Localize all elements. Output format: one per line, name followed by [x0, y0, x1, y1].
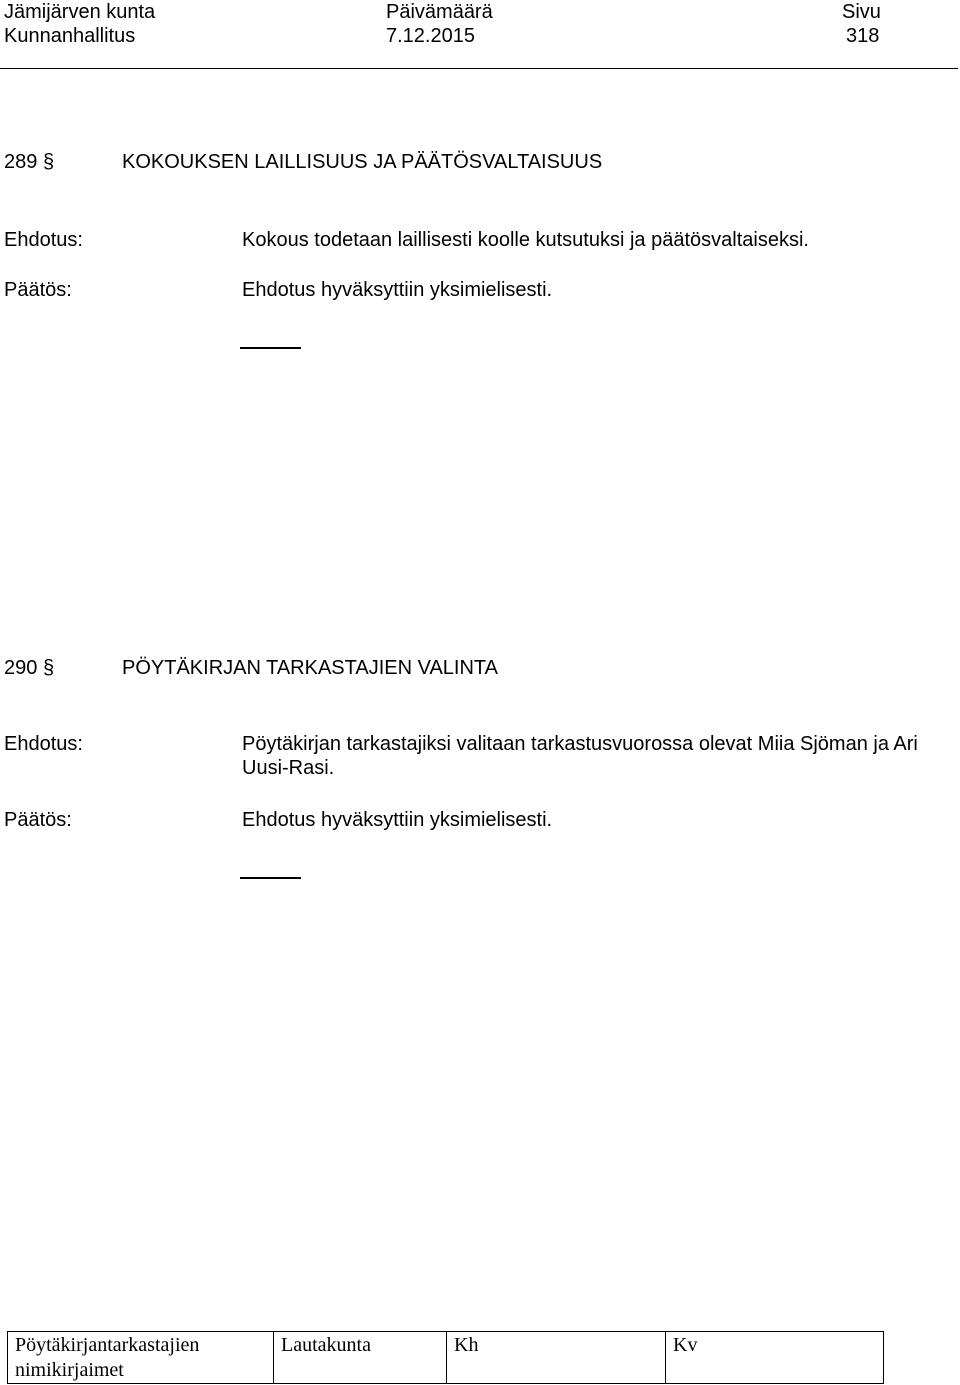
decision-text: Ehdotus hyväksyttiin yksimielisesti. — [242, 279, 553, 301]
decision-label: Päätös: — [4, 809, 72, 831]
header-divider — [0, 68, 958, 69]
decision-label: Päätös: — [4, 279, 72, 301]
proposal-label: Ehdotus: — [4, 229, 83, 251]
signatures-label: Pöytäkirjantarkastajien nimikirjaimet — [15, 1334, 200, 1381]
meeting-date: 7.12.2015 — [386, 25, 475, 47]
section-title: PÖYTÄKIRJAN TARKASTAJIEN VALINTA — [122, 657, 499, 679]
board-label: Lautakunta — [281, 1334, 371, 1356]
section-number: 289 — [4, 151, 38, 173]
kv-cell — [666, 1332, 884, 1384]
kh-cell — [447, 1332, 666, 1384]
board-cell — [274, 1332, 447, 1384]
section-number: 290 — [4, 657, 38, 679]
signatures-cell — [8, 1332, 274, 1384]
kv-label: Kv — [673, 1334, 698, 1356]
section-heading — [4, 656, 54, 680]
section-sign: § — [42, 657, 55, 679]
proposal-text: Pöytäkirjan tarkastajiksi valitaan tarkastusvuorossa olevat Miia Sjöman ja Ari Uusi-Rasi. — [242, 733, 918, 779]
section-title: KOKOUKSEN LAILLISUUS JA PÄÄTÖSVALTAISUUS — [122, 151, 603, 173]
decision-text: Ehdotus hyväksyttiin yksimielisesti. — [242, 809, 553, 831]
board-name: Kunnanhallitus — [4, 25, 136, 47]
date-label: Päivämäärä — [386, 1, 493, 23]
page-label: Sivu — [842, 1, 881, 23]
page-number: 318 — [846, 25, 880, 47]
signature-table — [7, 1331, 884, 1384]
section-heading — [4, 150, 54, 174]
kh-label: Kh — [454, 1334, 479, 1356]
section-end-rule — [240, 347, 301, 349]
proposal-text: Kokous todetaan laillisesti koolle kutsutuksi ja päätösvaltaiseksi. — [242, 229, 809, 251]
section-sign: § — [42, 151, 55, 173]
section-end-rule — [240, 877, 301, 879]
municipality-name: Jämijärven kunta — [4, 1, 156, 23]
proposal-label: Ehdotus: — [4, 733, 83, 755]
